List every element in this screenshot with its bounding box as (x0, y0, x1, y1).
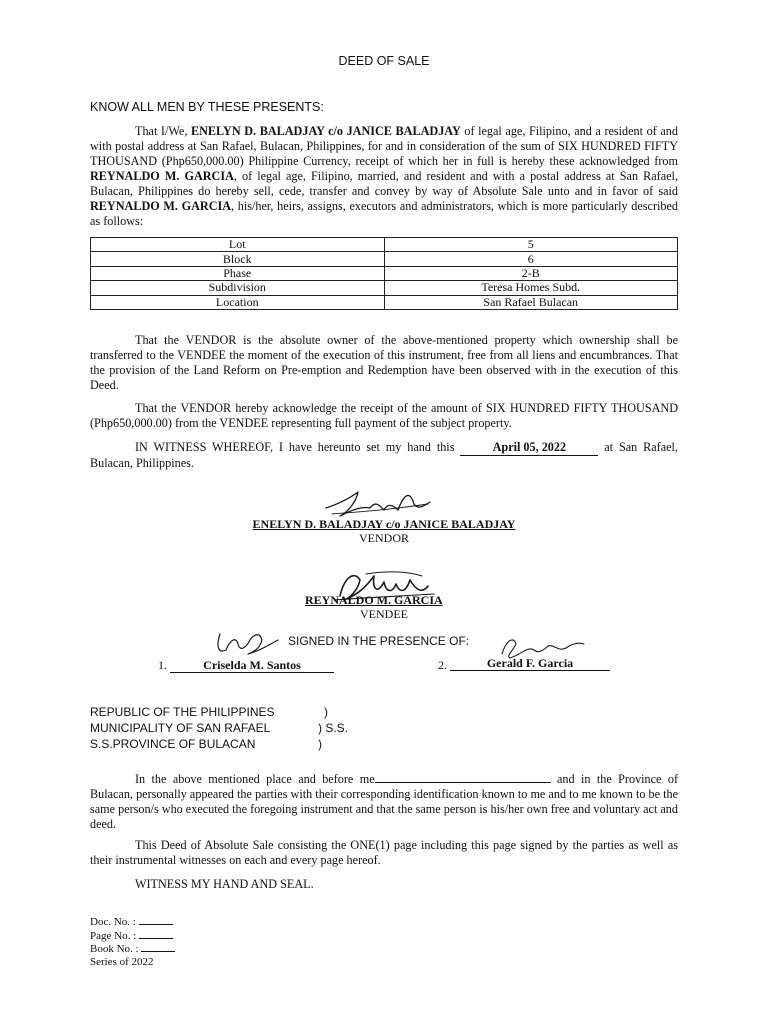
vendor-role: VENDOR (359, 531, 409, 545)
witness-whereof-paragraph (90, 440, 678, 471)
venue-paren: ) (324, 705, 328, 719)
witness-1-signature (208, 626, 288, 660)
table-row (91, 266, 678, 280)
page-no-blank[interactable] (139, 929, 173, 939)
property-label: Location (91, 295, 385, 309)
witness-2-line (450, 656, 610, 671)
ack-text: In the above mentioned place and before me (135, 772, 375, 786)
venue-line: REPUBLIC OF THE PHILIPPINES (90, 705, 275, 719)
vendee-role: VENDEE (360, 607, 408, 621)
property-value: 5 (384, 238, 678, 252)
table-row (91, 295, 678, 309)
notary-name-blank[interactable] (375, 771, 551, 783)
witness-hand-seal: WITNESS MY HAND AND SEAL. (135, 877, 314, 891)
intro-text: , his/her, heirs, assigns, executors and administrators, which is more particularly described as follows: (90, 199, 678, 228)
venue-paren: ) (318, 737, 322, 751)
property-value: 2-B (384, 266, 678, 280)
property-value: San Rafael Bulacan (384, 295, 678, 309)
receipt-paragraph: That the VENDOR hereby acknowledge the receipt of the amount of SIX HUNDRED FIFTY THOUSAND (Php650,000.00) from the VENDEE representing full payment of the subject property. (90, 401, 678, 430)
vendee-name-inline: REYNALDO M. GARCIA (90, 169, 234, 183)
doc-no-line: Doc. No. : (90, 915, 175, 929)
vendee-name: REYNALDO M. GARCIA (305, 593, 443, 607)
intro-paragraph (90, 124, 678, 229)
ack-text: and in the Province of Bulacan, personally appeared the parties with their corresponding identification known to me and to me known to be the same person/s who executed the foregoing instrument and that the same person is his/her own free and voluntary act and deed. (90, 772, 678, 831)
salutation: KNOW ALL MEN BY THESE PRESENTS: (90, 100, 324, 114)
intro-text: of legal age, Filipino, and a resident of and with postal address at San Rafael, Bulacan, Philippines, for and in consideration of the sum of SIX HUNDRED FIFTY THOUSAND (Php650,000.00) Philippine Currency, receipt of which her in full is hereby these acknowledged from (90, 124, 678, 168)
vendor-name-inline: ENELYN D. BALADJAY c/o JANICE BALADJAY (190, 124, 461, 138)
property-value: Teresa Homes Subd. (384, 281, 678, 295)
signed-presence-label: SIGNED IN THE PRESENCE OF: (288, 634, 470, 648)
execution-date: April 05, 2022 (492, 440, 567, 454)
intro-text: , of legal age, Filipino, married, and resident and with a postal address at San Rafael, Bulacan, Philippines do hereby sell, cede, transfer and convey by way of Absolute Sale unto and in favor of said (90, 169, 678, 198)
table-row (91, 281, 678, 295)
property-value: 6 (384, 252, 678, 266)
document-title: DEED OF SALE (338, 54, 430, 68)
book-no-blank[interactable] (141, 942, 175, 952)
vendor-name: ENELYN D. BALADJAY c/o JANICE BALADJAY (252, 517, 516, 531)
venue-line: S.S.PROVINCE OF BULACAN (90, 737, 256, 751)
venue-parens (318, 704, 348, 752)
property-table (90, 237, 678, 310)
venue-line: MUNICIPALITY OF SAN RAFAEL (90, 721, 271, 735)
vendee-name-inline: REYNALDO M. GARCIA (90, 199, 232, 213)
witness-2-number: 2. (438, 658, 447, 672)
intro-text: That I/We, (135, 124, 191, 138)
doc-no-blank[interactable] (139, 915, 173, 925)
doc-info-block (90, 915, 175, 968)
property-label: Subdivision (91, 281, 385, 295)
table-row (91, 252, 678, 266)
witness-2-name: Gerald F. Garcia (486, 656, 574, 670)
venue-block (90, 704, 275, 752)
series-line: Series of 2022 (90, 955, 154, 968)
book-no-line: Book No. : (90, 942, 175, 956)
owner-paragraph: That the VENDOR is the absolute owner of the above-mentioned property which ownership shall be transferred to the VENDEE the moment of the execution of this instrument, free from all liens and encumbrances. That the provision of the Land Reform on Pre-emption and Redemption have been observed with in the execution of this Deed. (90, 333, 678, 392)
property-label: Block (91, 252, 385, 266)
witness-1-name: Criselda M. Santos (203, 658, 301, 672)
witness-text: at San Rafael, Bulacan, Philippines. (90, 440, 678, 470)
witness-text: IN WITNESS WHEREOF, I have hereunto set my hand this (135, 440, 461, 454)
page-no-line: Page No. : (90, 929, 175, 943)
table-row (91, 238, 678, 252)
property-label: Lot (91, 238, 385, 252)
pages-paragraph: This Deed of Absolute Sale consisting the ONE(1) page including this page signed by the parties as well as their instrumental witnesses on each and every page hereof. (90, 838, 678, 867)
property-label: Phase (91, 266, 385, 280)
witness-1-number: 1. (158, 658, 167, 672)
acknowledgment-paragraph (90, 771, 678, 832)
venue-paren: ) S.S. (318, 721, 349, 735)
witness-1-line (170, 658, 334, 673)
